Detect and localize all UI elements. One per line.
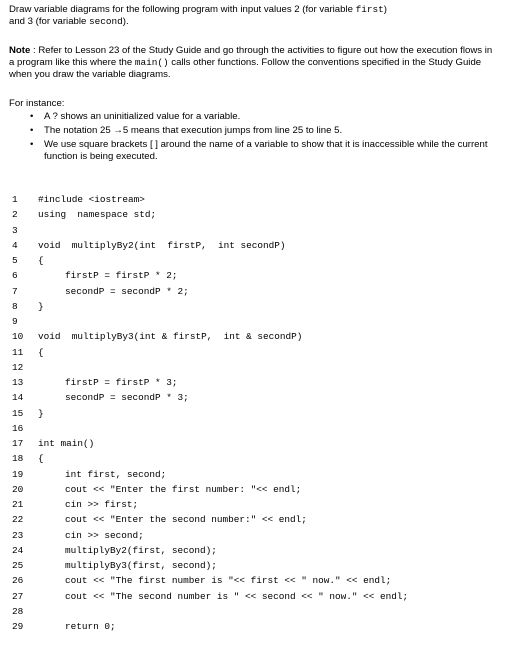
line-number: 3 — [12, 224, 18, 236]
line-number: 19 — [12, 468, 24, 480]
instance-label: For instance: — [9, 98, 65, 109]
intro-paragraph — [9, 4, 499, 28]
line-number: 4 — [12, 239, 18, 251]
bullet-item — [30, 139, 500, 163]
code-line — [0, 452, 505, 466]
code-line — [0, 483, 505, 497]
intro-text-a: Draw variable diagrams for the following program with input values 2 (for variable — [9, 4, 356, 15]
bullet-icon: • — [30, 139, 34, 150]
code-text: secondP = secondP * 2; — [65, 285, 189, 297]
code-line — [0, 437, 505, 451]
note-code-main: main() — [134, 57, 169, 68]
code-text: cin >> second; — [65, 529, 144, 541]
line-number: 17 — [12, 438, 24, 449]
line-number: 13 — [12, 377, 24, 388]
bullet-text: We use square brackets [ ] around the name of a variable to show that it is inaccessible while the current function is being executed. — [44, 139, 488, 162]
code-text: { — [38, 453, 44, 465]
code-text: { — [38, 346, 44, 358]
code-line — [0, 391, 505, 405]
line-number: 23 — [12, 529, 24, 541]
code-line — [0, 376, 505, 390]
code-text: return 0; — [65, 621, 116, 632]
line-number: 20 — [12, 483, 24, 495]
line-number: 25 — [12, 560, 24, 571]
note-text-b: calls other functions. Follow the conventions specified in the Study Guide when you draw the variable diagrams. — [9, 57, 482, 80]
code-text: { — [38, 255, 44, 266]
line-number: 15 — [12, 407, 24, 419]
line-number: 16 — [12, 422, 24, 434]
line-number: 8 — [12, 300, 18, 312]
line-number: 10 — [12, 331, 24, 343]
line-number: 22 — [12, 514, 24, 526]
code-line — [0, 468, 505, 482]
note-text-a: : Refer to Lesson 23 of the Study Guide and go through the activities to figure out how the execution flows in a program like this where the — [9, 45, 493, 68]
code-text: int main() — [38, 438, 95, 449]
code-text: } — [38, 300, 44, 312]
code-line — [0, 590, 505, 604]
intro-text-b: ) — [383, 4, 387, 15]
bullet-item — [30, 125, 500, 137]
code-text: int first, second; — [65, 468, 167, 480]
note-paragraph — [9, 45, 499, 81]
bullet-item — [30, 111, 500, 123]
line-number: 11 — [12, 346, 24, 358]
code-line — [0, 544, 505, 558]
instance-bullets — [30, 111, 500, 165]
code-text: cout << "The second number is " << second << " now." << endl; — [65, 590, 409, 602]
code-text: multiplyBy2(first, second); — [65, 544, 217, 556]
bullet-text: A ? shows an uninitialized value for a variable. — [44, 111, 241, 122]
code-line — [0, 559, 505, 573]
code-text: cout << "Enter the first number: "<< endl; — [65, 483, 302, 495]
line-number: 26 — [12, 575, 24, 587]
code-line — [0, 605, 505, 619]
code-line — [0, 529, 505, 543]
intro-line-1 — [9, 4, 499, 16]
code-text: firstP = firstP * 3; — [65, 377, 178, 388]
note-label: Note — [9, 45, 31, 56]
code-line — [0, 361, 505, 375]
code-text: void multiplyBy2(int firstP, int secondP) — [38, 239, 286, 251]
code-text: firstP = firstP * 2; — [65, 270, 178, 282]
code-text: multiplyBy3(first, second); — [65, 560, 217, 571]
code-line — [0, 346, 505, 360]
line-number: 27 — [12, 590, 24, 602]
line-number: 5 — [12, 255, 18, 266]
code-line — [0, 422, 505, 436]
code-line — [0, 574, 505, 588]
line-number: 12 — [12, 361, 24, 373]
intro-line-2 — [9, 16, 499, 28]
code-text: cout << "Enter the second number:" << endl; — [65, 514, 307, 526]
code-text: cout << "The first number is "<< first << " now." << endl; — [65, 575, 392, 587]
code-text: cin >> first; — [65, 499, 139, 510]
code-text: #include <iostream> — [38, 194, 145, 205]
line-number: 21 — [12, 499, 24, 510]
code-line — [0, 285, 505, 299]
line-number: 9 — [12, 316, 18, 327]
code-line — [0, 407, 505, 421]
bullet-icon: • — [30, 125, 34, 136]
intro-text-c: and 3 (for variable — [9, 16, 89, 27]
line-number: 24 — [12, 544, 24, 556]
line-number: 18 — [12, 453, 24, 465]
code-line — [0, 330, 505, 344]
code-line — [0, 300, 505, 314]
var-second: second — [89, 16, 123, 27]
code-text: } — [38, 407, 44, 419]
code-line — [0, 224, 505, 238]
line-number: 2 — [12, 209, 18, 221]
code-line — [0, 513, 505, 527]
code-line — [0, 208, 505, 222]
line-number: 14 — [12, 392, 24, 404]
line-number: 6 — [12, 270, 18, 282]
code-line — [0, 315, 505, 329]
code-text: secondP = secondP * 3; — [65, 392, 189, 404]
code-text: using namespace std; — [38, 209, 157, 221]
intro-text-d: ). — [122, 16, 129, 27]
code-text: void multiplyBy3(int & firstP, int & secondP) — [38, 331, 303, 343]
code-line — [0, 620, 505, 634]
code-line — [0, 254, 505, 268]
code-line — [0, 239, 505, 253]
var-first: first — [355, 4, 384, 15]
bullet-text: The notation 25 →5 means that execution jumps from line 25 to line 5. — [44, 125, 343, 136]
line-number: 29 — [12, 621, 24, 632]
code-line — [0, 193, 505, 207]
code-line — [0, 498, 505, 512]
code-line — [0, 269, 505, 283]
line-number: 1 — [12, 194, 18, 205]
line-number: 7 — [12, 285, 18, 297]
bullet-icon: • — [30, 111, 34, 122]
line-number: 28 — [12, 605, 24, 617]
